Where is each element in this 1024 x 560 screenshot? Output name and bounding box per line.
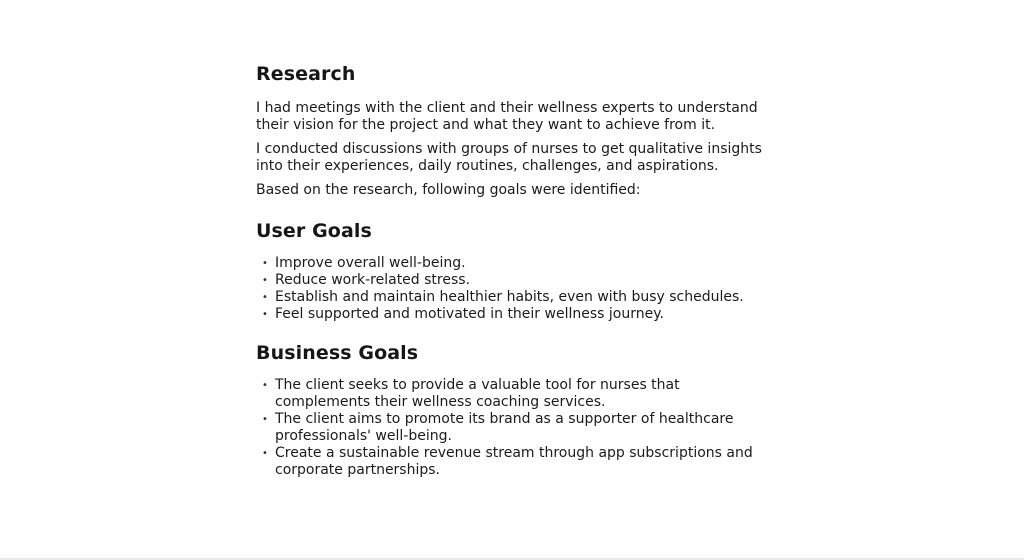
user-goal-item: • Establish and maintain healthier habits, even with busy schedules.: [256, 289, 776, 306]
research-paragraph-meetings: I had meetings with the client and their wellness experts to understand their vision for the project and what they want to achieve from it.: [256, 100, 758, 133]
research-paragraph-summary: Based on the research, following goals were identified:: [256, 182, 641, 198]
business-goal-item: • The client seeks to provide a valuable tool for nurses that complements their wellness coaching services.: [256, 377, 776, 411]
user-goal-item: • Improve overall well-being.: [256, 255, 776, 272]
case-study-content: [256, 60, 776, 479]
user-goal-item: • Reduce work-related stress.: [256, 272, 776, 289]
research-heading: Research: [256, 63, 356, 85]
business-goal-item: • Create a sustainable revenue stream through app subscriptions and corporate partnerships.: [256, 445, 776, 479]
user-goals-heading: User Goals: [256, 220, 372, 242]
user-goal-item: • Feel supported and motivated in their wellness journey.: [256, 306, 776, 323]
user-goals-list: [256, 255, 776, 323]
business-goals-list: [256, 377, 776, 479]
business-goals-heading: Business Goals: [256, 342, 419, 364]
research-paragraph-discussions: I conducted discussions with groups of nurses to get qualitative insights into their experiences, daily routines, challenges, and aspirations.: [256, 141, 762, 174]
business-goal-item: • The client aims to promote its brand as a supporter of healthcare professionals' well-being.: [256, 411, 776, 445]
